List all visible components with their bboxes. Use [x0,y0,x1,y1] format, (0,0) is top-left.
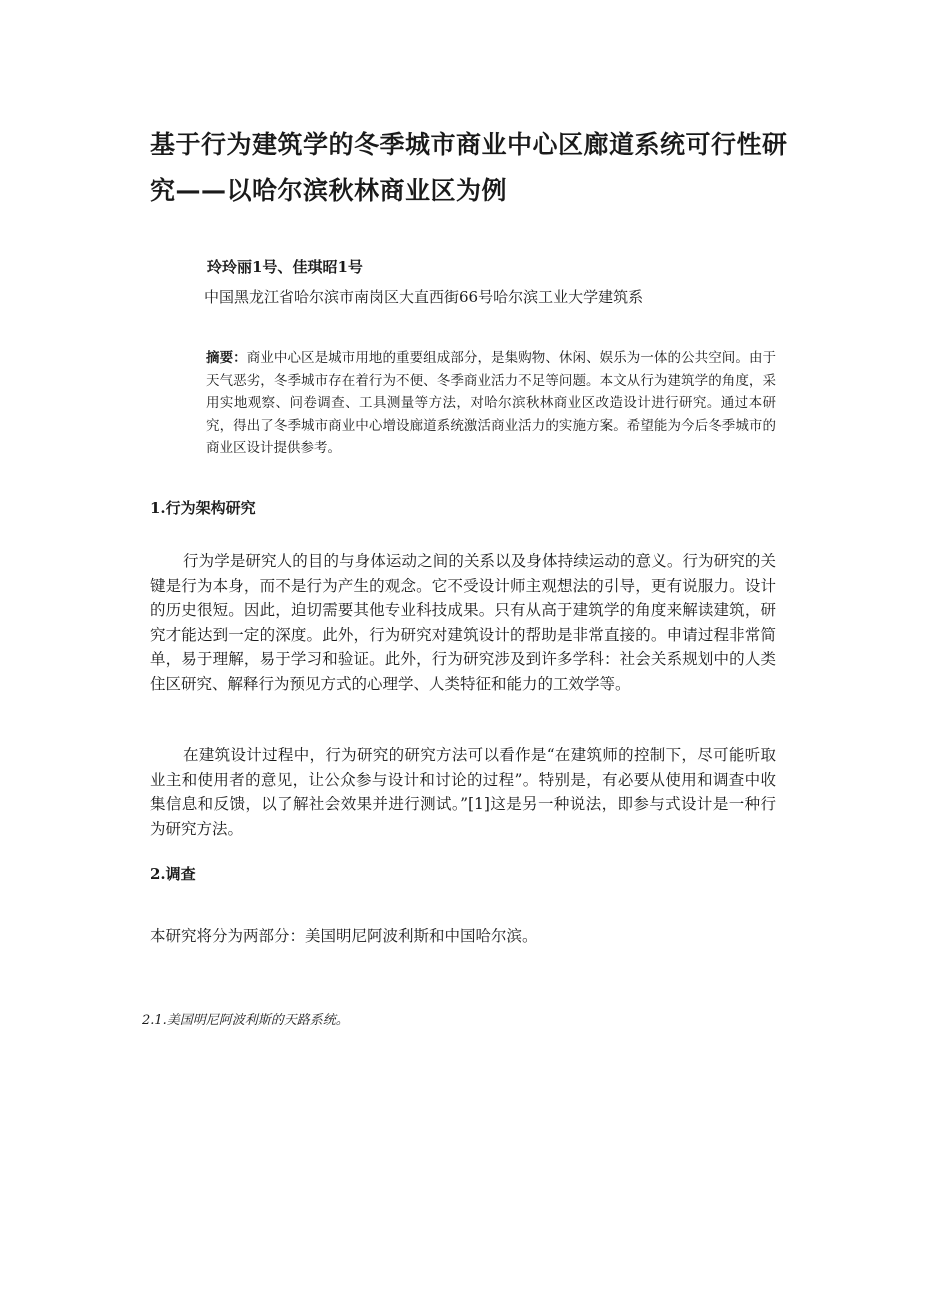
abstract [206,347,776,460]
section-heading-2: 2.调查 [150,865,196,883]
abstract-label: 摘要： [206,350,247,366]
section-heading-1: 1.行为架构研究 [150,499,256,517]
section-1-paragraph-2: 在建筑设计过程中，行为研究的研究方法可以看作是“在建筑师的控制下，尽可能听取业主和使用者的意见，让公众参与设计和讨论的过程”。特别是，有必要从使用和调查中收集信息和反馈，以了解社会效果并进行测试。”[1]这是另一种说法，即参与式设计是一种行为研究方法。 [150,746,776,838]
section-2-paragraph-1: 本研究将分为两部分：美国明尼阿波利斯和中国哈尔滨。 [150,927,538,945]
authors: 玲玲丽1号、佳琪昭1号 [207,258,363,276]
section-1-paragraph-1: 行为学是研究人的目的与身体运动之间的关系以及身体持续运动的意义。行为研究的关键是行为本身，而不是行为产生的观念。它不受设计师主观想法的引导，更有说服力。设计的历史很短。因此，迫切需要其他专业科技成果。只有从高于建筑学的角度来解读建筑，研究才能达到一定的深度。此外，行为研究对建筑设计的帮助是非常直接的。申请过程非常简单，易于理解，易于学习和验证。此外，行为研究涉及到许多学科：社会关系规划中的人类住区研究、解释行为预见方式的心理学、人类特征和能力的工效学等。 [150,552,776,693]
affiliation: 中国黑龙江省哈尔滨市南岗区大直西街66号哈尔滨工业大学建筑系 [204,288,644,306]
paper-title: 基于行为建筑学的冬季城市商业中心区廊道系统可行性研究——以哈尔滨秋林商业区为例 [150,130,788,205]
subsection-caption: 2.1.美国明尼阿波利斯的天路系统。 [142,1013,349,1028]
abstract-text: 商业中心区是城市用地的重要组成部分，是集购物、休闲、娱乐为一体的公共空间。由于天气恶劣，冬季城市存在着行为不便、冬季商业活力不足等问题。本文从行为建筑学的角度，采用实地观察、问卷调查、工具测量等方法，对哈尔滨秋林商业区改造设计进行研究。通过本研究，得出了冬季城市商业中心增设廊道系统激活商业活力的实施方案。希望能为今后冬季城市的商业区设计提供参考。 [206,350,777,456]
